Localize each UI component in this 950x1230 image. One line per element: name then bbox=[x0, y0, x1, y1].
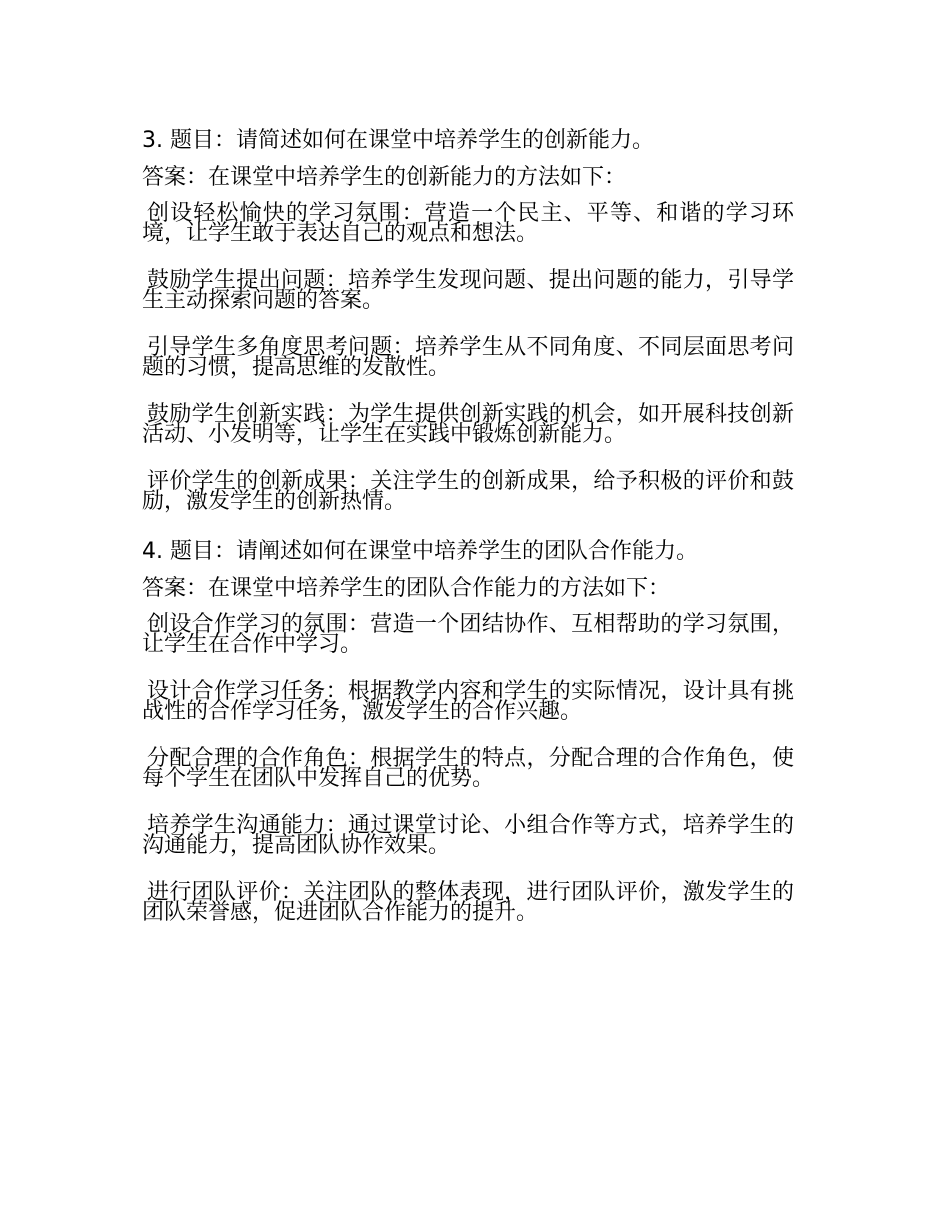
answer-3-item-4 bbox=[142, 403, 794, 445]
answer-4-item-2 bbox=[142, 680, 794, 722]
document-page bbox=[142, 126, 794, 948]
answer-3-item-5 bbox=[142, 470, 794, 512]
answer-3-item-1 bbox=[142, 202, 794, 244]
item-text: 鼓励学生提出问题：培养学生发现问题、提出问题的能力，引导学生主动探索问题的答案。 bbox=[142, 268, 794, 313]
item-text: 培养学生沟通能力：通过课堂讨论、小组合作等方式，培养学生的沟通能力，提高团队协作效果。 bbox=[142, 813, 794, 858]
item-text: 评价学生的创新成果：关注学生的创新成果，给予积极的评价和鼓励，激发学生的创新热情。 bbox=[142, 469, 794, 514]
item-text: 引导学生多角度思考问题：培养学生从不同角度、不同层面思考问题的习惯，提高思维的发散性。 bbox=[142, 335, 794, 380]
item-text: 进行团队评价：关注团队的整体表现，进行团队评价，激发学生的团队荣誉感，促进团队合作能力的提升。 bbox=[142, 880, 794, 925]
item-text: 创设轻松愉快的学习氛围：营造一个民主、平等、和谐的学习环境，让学生敢于表达自己的观点和想法。 bbox=[142, 201, 794, 246]
item-text: 鼓励学生创新实践：为学生提供创新实践的机会，如开展科技创新活动、小发明等，让学生在实践中锻炼创新能力。 bbox=[142, 402, 794, 447]
answer-3-intro: 答案：在课堂中培养学生的创新能力的方法如下： bbox=[142, 165, 627, 190]
item-text: 创设合作学习的氛围：营造一个团结协作、互相帮助的学习氛围，让学生在合作中学习。 bbox=[142, 612, 794, 657]
question-3: 3. 题目：请简述如何在课堂中培养学生的创新能力。 bbox=[142, 128, 654, 153]
answer-4-item-5 bbox=[142, 881, 794, 923]
answer-4-intro: 答案：在课堂中培养学生的团队合作能力的方法如下： bbox=[142, 576, 671, 601]
item-text: 设计合作学习任务：根据教学内容和学生的实际情况，设计具有挑战性的合作学习任务，激发学生的合作兴趣。 bbox=[142, 679, 794, 724]
answer-4-item-3 bbox=[142, 747, 794, 789]
answer-3-item-3 bbox=[142, 336, 794, 378]
answer-3-item-2 bbox=[142, 269, 794, 311]
answer-4-item-4 bbox=[142, 814, 794, 856]
item-text: 分配合理的合作角色：根据学生的特点，分配合理的合作角色，使每个学生在团队中发挥自己的优势。 bbox=[142, 746, 794, 791]
answer-4-item-1 bbox=[142, 613, 794, 655]
question-4: 4. 题目：请阐述如何在课堂中培养学生的团队合作能力。 bbox=[142, 539, 698, 564]
